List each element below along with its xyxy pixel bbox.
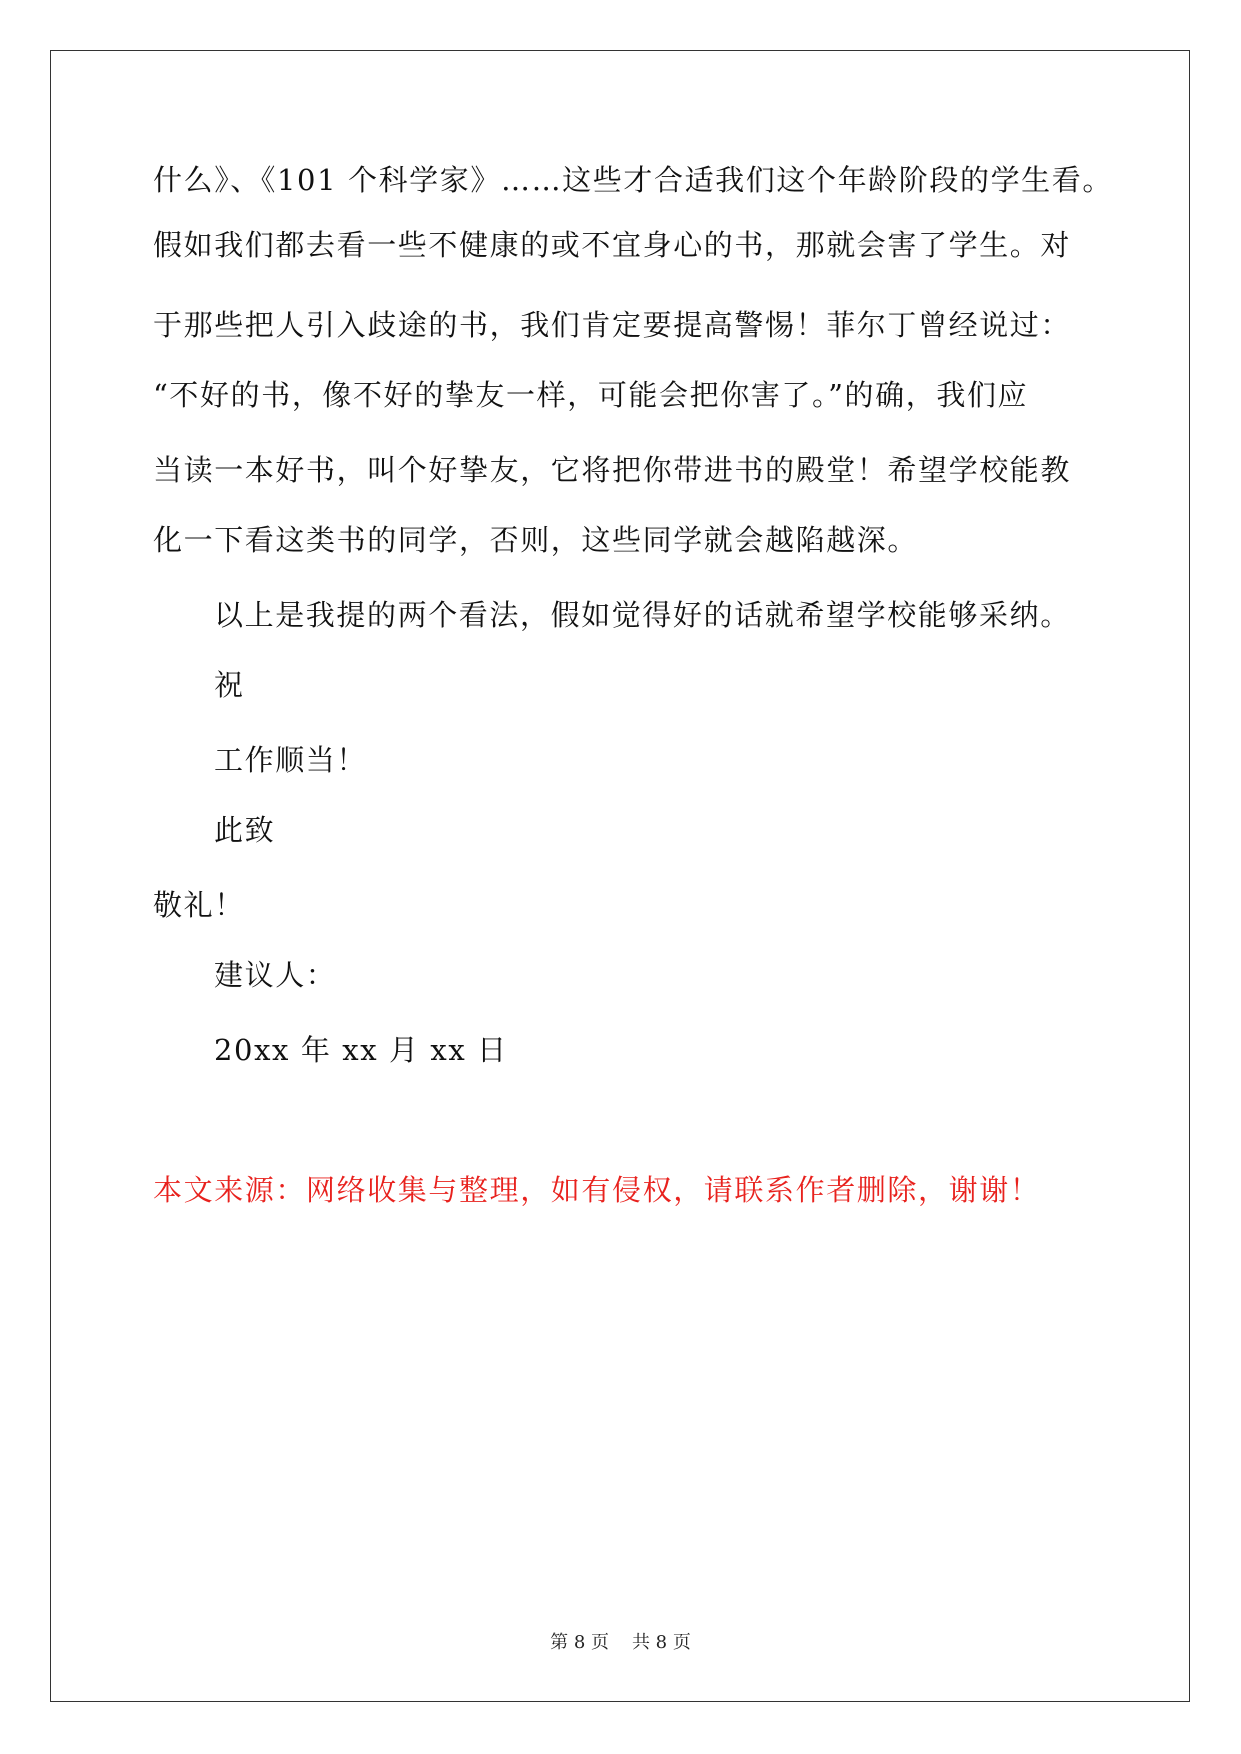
- wish-content: 工作顺当！: [214, 743, 368, 777]
- date-line: 20xx 年 xx 月 xx 日: [214, 1033, 508, 1067]
- closing-paragraph: 以上是我提的两个看法，假如觉得好的话就希望学校能够采纳。: [214, 598, 1071, 632]
- body-line-6: 化一下看这类书的同学，否则，这些同学就会越陷越深。: [153, 523, 919, 557]
- body-line-4: “不好的书，像不好的挚友一样，可能会把你害了。”的确，我们应: [153, 378, 1029, 412]
- body-line-5: 当读一本好书，叫个好挚友，它将把你带进书的殿堂！希望学校能教: [153, 453, 1072, 487]
- body-line-3: 于那些把人引入歧途的书，我们肯定要提高警惕！菲尔丁曾经说过：: [153, 308, 1072, 342]
- wish-line: 祝: [214, 668, 245, 702]
- signer-label: 建议人：: [214, 958, 337, 992]
- body-line-2: 假如我们都去看一些不健康的或不宜身心的书，那就会害了学生。对: [153, 228, 1072, 262]
- page-footer: 第 8 页 共 8 页: [550, 1632, 691, 1653]
- body-line-1: 什么》、《101 个科学家》……这些才合适我们这个年龄阶段的学生看。: [153, 163, 1113, 197]
- page-border: [50, 50, 1190, 1702]
- salutation-start: 此致: [214, 813, 276, 847]
- source-note: 本文来源：网络收集与整理，如有侵权，请联系作者删除，谢谢！: [153, 1173, 1041, 1207]
- salutation-end: 敬礼！: [153, 888, 245, 922]
